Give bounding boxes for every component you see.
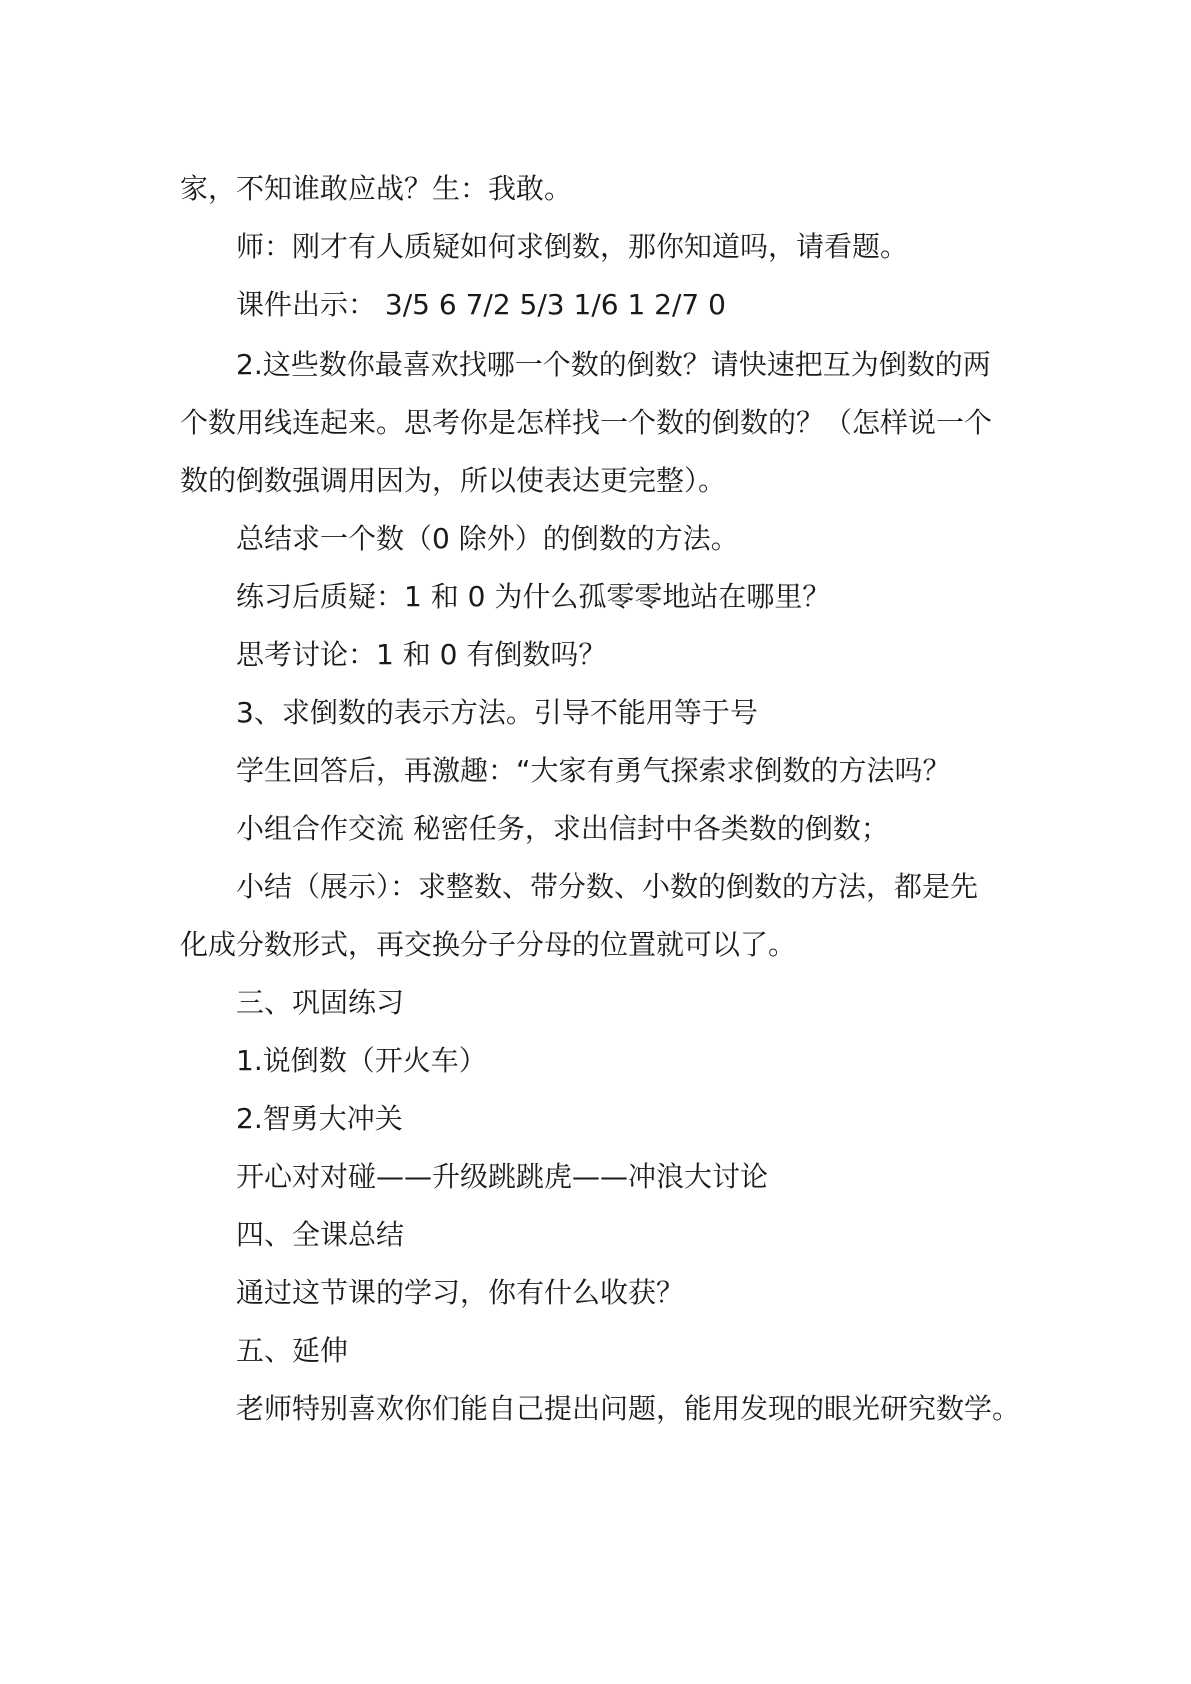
text-line: 总结求一个数（0 除外）的倒数的方法。 [236,522,739,555]
section-heading: 五、延伸 [236,1334,349,1367]
text-line: 通过这节课的学习，你有什么收获？ [236,1276,685,1309]
text-line: 家，不知谁敢应战？生：我敢。 [180,172,573,205]
text-line: 2.智勇大冲关 [236,1102,403,1135]
text-line: 3、求倒数的表示方法。引导不能用等于号 [236,696,758,729]
text-line: 师：刚才有人质疑如何求倒数，那你知道吗，请看题。 [236,230,909,263]
text-line: 开心对对碰——升级跳跳虎——冲浪大讨论 [236,1160,769,1193]
text-line: 课件出示： 3/5 6 7/2 5/3 1/6 1 2/7 0 [236,288,726,321]
section-heading: 三、巩固练习 [236,986,405,1019]
text-line: 数的倒数强调用因为，所以使表达更完整）。 [180,464,727,497]
text-line: 思考讨论：1 和 0 有倒数吗？ [236,638,607,671]
text-line: 2.这些数你最喜欢找哪一个数的倒数？请快速把互为倒数的两 [236,348,991,381]
section-heading: 四、全课总结 [236,1218,405,1251]
text-line: 老师特别喜欢你们能自己提出问题，能用发现的眼光研究数学。 [236,1392,1021,1425]
text-line: 学生回答后，再激趣：“大家有勇气探索求倒数的方法吗？ [236,754,951,787]
text-line: 化成分数形式，再交换分子分母的位置就可以了。 [180,928,797,961]
text-line: 小组合作交流 秘密任务，求出信封中各类数的倒数； [236,812,889,845]
text-line: 1.说倒数（开火车） [236,1044,487,1077]
text-line: 个数用线连起来。思考你是怎样找一个数的倒数的？（怎样说一个 [180,406,993,439]
text-line: 练习后质疑：1 和 0 为什么孤零零地站在哪里？ [236,580,831,613]
text-line: 小结（展示）：求整数、带分数、小数的倒数的方法，都是先 [236,870,979,903]
